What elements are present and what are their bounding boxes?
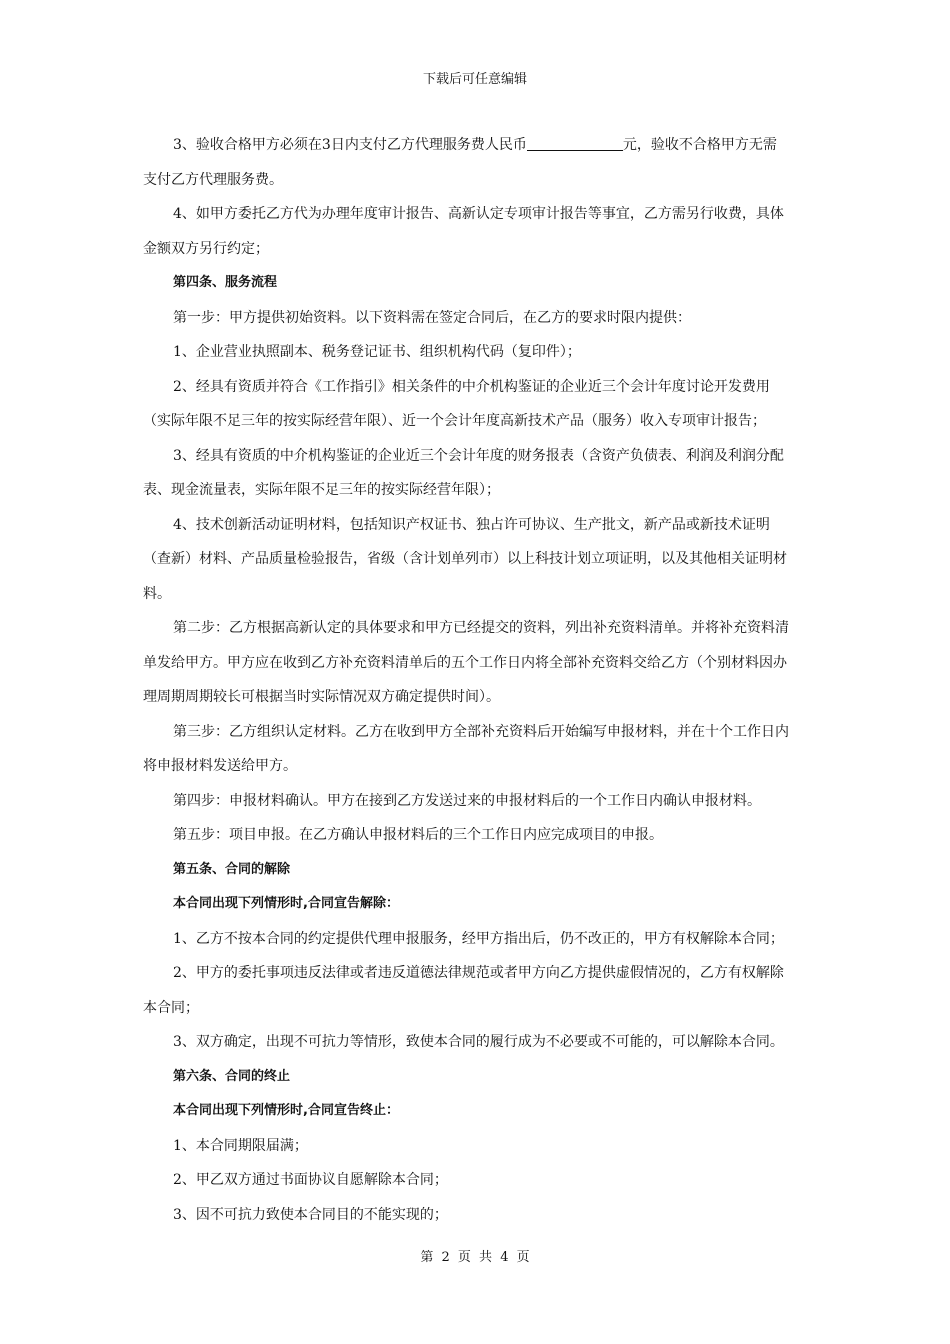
article-5-title: 第五条、合同的解除: [173, 861, 291, 877]
material-item-1: 1、企业营业执照副本、税务登记证书、组织机构代码（复印件）；: [173, 344, 581, 360]
article-6-title: 第六条、合同的终止: [173, 1068, 291, 1084]
page-number: 第 2 页 共 4 页: [420, 1250, 530, 1265]
article-5-lead: 本合同出现下列情形时,合同宣告解除：: [173, 896, 399, 911]
step-1: 第一步：甲方提供初始资料。以下资料需在签定合同后，在乙方的要求时限内提供：: [173, 309, 691, 326]
article-4-title: 第四条、服务流程: [173, 275, 278, 290]
clause-3-cont: 支付乙方代理服务费。: [143, 171, 283, 188]
clause-3-text-tail: 元，验收不合格甲方无需: [622, 137, 777, 153]
step-4: 第四步：申报材料确认。甲方在接到乙方发送过来的申报材料后的一个工作日内确认申报材料。: [173, 792, 761, 809]
material-item-4-end: 料。: [143, 585, 171, 602]
material-item-4-cont: （查新）材料、产品质量检验报告，省级（含计划单列市）以上科技计划立项证明，以及其他相关证明材: [143, 551, 787, 567]
end-clause-2: 2、甲乙双方通过书面协议自愿解除本合同；: [173, 1172, 448, 1188]
termination-clause-3: 3、双方确定，出现不可抗力等情形，致使本合同的履行成为不必要或不可能的，可以解除本合同。: [173, 1034, 784, 1050]
amount-blank: [527, 136, 623, 151]
termination-clause-1: 1、乙方不按本合同的约定提供代理申报服务，经甲方指出后，仍不改正的，甲方有权解除本合同；: [173, 930, 784, 947]
material-item-2-cont: （实际年限不足三年的按实际经营年限）、近一个会计年度高新技术产品（服务）收入专项审计报告；: [143, 413, 766, 429]
clause-4-line: 4、如甲方委托乙方代为办理年度审计报告、高新认定专项审计报告等事宜，乙方需另行收费，具体: [173, 206, 784, 222]
termination-clause-2-cont: 本合同；: [143, 999, 199, 1016]
page-header: 下载后可任意编辑: [422, 72, 527, 87]
article-6-lead: 本合同出现下列情形时,合同宣告终止：: [173, 1103, 399, 1118]
material-item-3: 3、经具有资质的中介机构鉴证的企业近三个会计年度的财务报表（含资产负债表、利润及利润分配: [173, 447, 784, 464]
material-item-2: 2、经具有资质并符合《工作指引》相关条件的中介机构鉴证的企业近三个会计年度讨论开发费用: [173, 378, 770, 395]
material-item-4: 4、技术创新活动证明材料，包括知识产权证书、独占许可协议、生产批文，新产品或新技术证明: [173, 516, 770, 533]
end-clause-1: 1、本合同期限届满；: [173, 1137, 308, 1154]
step-2-end: 理周期周期较长可根据当时实际情况双方确定提供时间）。: [143, 689, 500, 705]
termination-clause-2: 2、甲方的委托事项违反法律或者违反道德法律规范或者甲方向乙方提供虚假情况的，乙方有权解除: [173, 965, 784, 981]
step-3-cont: 将申报材料发送给甲方。: [143, 758, 297, 774]
clause-3-line: [143, 128, 809, 163]
step-2-cont: 单发给甲方。甲方应在收到乙方补充资料清单后的五个工作日内将全部补充资料交给乙方（个别材料因办: [143, 654, 787, 671]
clause-3-text: 3、验收合格甲方必须在3日内支付乙方代理服务费人民币: [173, 137, 527, 153]
clause-4-cont: 金额双方另行约定；: [143, 240, 269, 257]
step-3: 第三步：乙方组织认定材料。乙方在收到甲方全部补充资料后开始编写申报材料，并在十个工作日内: [173, 723, 789, 740]
end-clause-3: 3、因不可抗力致使本合同目的不能实现的；: [173, 1206, 448, 1223]
step-2: 第二步：乙方根据高新认定的具体要求和甲方已经提交的资料，列出补充资料清单。并将补充资料清: [173, 620, 789, 636]
material-item-3-cont: 表、现金流量表，实际年限不足三年的按实际经营年限）；: [143, 482, 500, 498]
step-5: 第五步：项目申报。在乙方确认申报材料后的三个工作日内应完成项目的申报。: [173, 827, 663, 843]
document-body: [143, 128, 809, 1232]
